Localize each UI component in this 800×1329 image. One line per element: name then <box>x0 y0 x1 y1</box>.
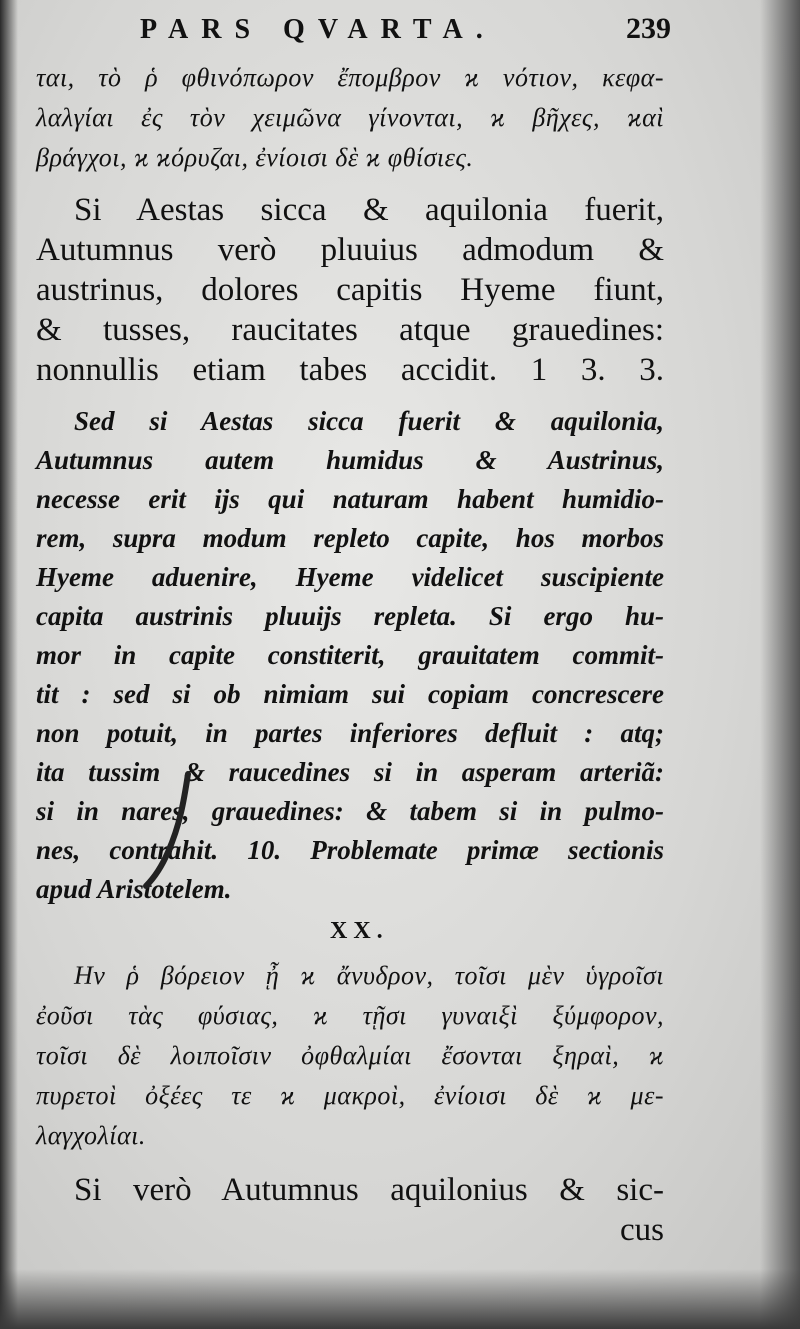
binding-shadow <box>0 0 18 1329</box>
text-line: ται, τὸ ῥ φθινόπωρον ἔπομβρον ϰ νότιον, κεφα- <box>36 63 664 92</box>
text-line: Hyeme aduenire, Hyeme videlicet suscipiente <box>36 562 664 592</box>
section-number: XX. <box>330 918 389 944</box>
greek-passage-2 <box>36 956 664 1156</box>
ink-stroke-mark <box>140 770 210 890</box>
text-line: non potuit, in partes inferiores defluit : atq; <box>36 718 664 748</box>
greek-passage-1 <box>36 58 664 178</box>
text-line: necesse erit ijs qui naturam habent humidio- <box>36 484 664 514</box>
text-line: apud Aristotelem. <box>36 874 232 904</box>
running-head: PARS QVARTA. <box>140 14 496 45</box>
text-line: nes, contrahit. 10. Problemate primæ sectionis <box>36 835 664 865</box>
bottom-edge-shadow <box>0 1269 800 1329</box>
text-line: Autumnus verò pluuius admodum & <box>36 232 664 268</box>
text-line: si in nares, grauedines: & tabem si in pulmo- <box>36 796 664 826</box>
commentary <box>36 402 664 909</box>
text-line: mor in capite constiterit, grauitatem commit- <box>36 640 664 670</box>
page-edge-shadow <box>760 0 800 1329</box>
text-line: tit : sed si ob nimiam sui copiam concrescere <box>36 679 664 709</box>
text-line: τοῖσι δὲ λοιποῖσιν ὀφθαλμίαι ἔσονται ξηραὶ, ϰ <box>36 1041 664 1070</box>
text-line: Si Aestas sicca & aquilonia fuerit, <box>74 192 664 228</box>
text-line: rem, supra modum repleto capite, hos morbos <box>36 523 664 553</box>
text-line: Ην ῥ βόρειον ᾖ ϰ ἄνυδρον, τοῖσι μὲν ὑγροῖσι <box>74 961 664 990</box>
text-line: nonnullis etiam tabes accidit. 1 3. 3. <box>36 352 664 388</box>
text-line: λαλγίαι ἐς τὸν χειμῶνα γίνονται, ϰ βῆχες, ϰαὶ <box>36 103 664 132</box>
catchword: cus <box>620 1212 664 1248</box>
text-line: λαγχολίαι. <box>36 1121 146 1150</box>
text-line: & tusses, raucitates atque grauedines: <box>36 312 664 348</box>
text-line: ita tussim & raucedines si in asperam arteriã: <box>36 757 664 787</box>
text-line: ἐοῦσι τὰς φύσιας, ϰ τῇσι γυναιξὶ ξύμφορον, <box>36 1001 664 1030</box>
page-number: 239 <box>626 12 671 45</box>
text-line: βράγχοι, ϰ ϰόρυζαι, ἐνίοισι δὲ ϰ φθίσιες. <box>36 143 474 172</box>
text-line: πυρετοὶ ὀξέες τε ϰ μακροὶ, ἐνίοισι δὲ ϰ με- <box>36 1081 664 1110</box>
latin-aphorism-1 <box>36 190 664 390</box>
latin-aphorism-2 <box>36 1170 664 1250</box>
text-line: Sed si Aestas sicca fuerit & aquilonia, <box>74 406 664 436</box>
text-line: Si verò Autumnus aquilonius & sic- <box>74 1172 664 1208</box>
text-line: austrinus, dolores capitis Hyeme fiunt, <box>36 272 664 308</box>
text-line: Autumnus autem humidus & Austrinus, <box>36 445 664 475</box>
text-line: capita austrinis pluuijs repleta. Si ergo hu- <box>36 601 664 631</box>
